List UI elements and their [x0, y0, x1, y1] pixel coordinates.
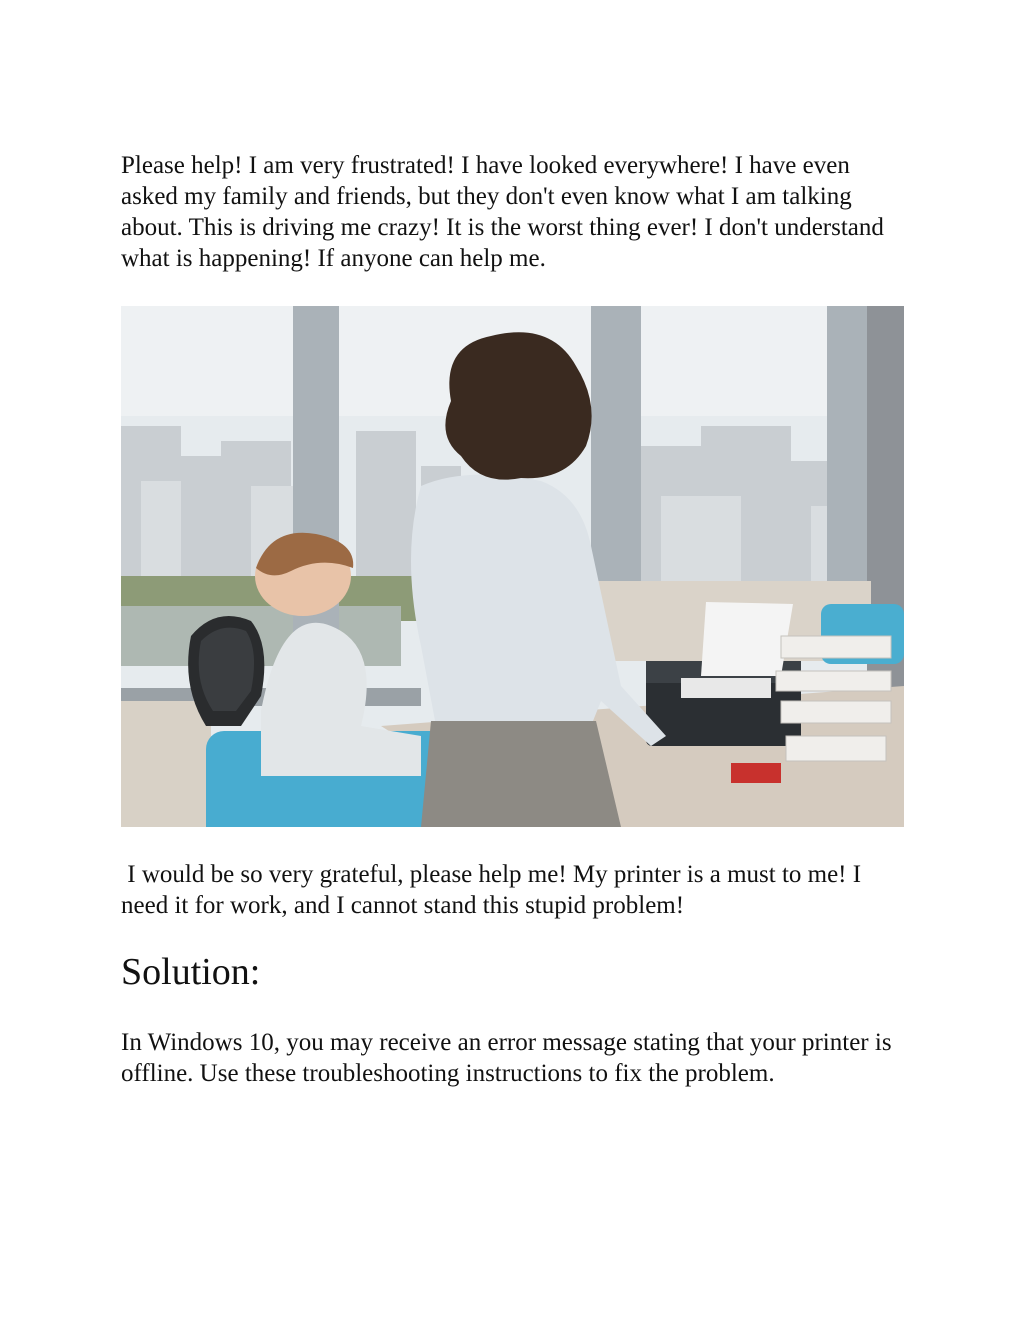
followup-paragraph: I would be so very grateful, please help me! My printer is a must to me! I need it for work, and I cannot stand this stupid problem!	[121, 861, 868, 919]
solution-paragraph: In Windows 10, you may receive an error message stating that your printer is offline. Use these troubleshooting instructions to fix the problem.	[121, 1029, 898, 1087]
solution-heading: Solution:	[121, 951, 261, 993]
intro-paragraph: Please help! I am very frustrated! I have looked everywhere! I have even asked my family and friends, but they don't even know what I am talking about. This is driving me crazy! It is the worst thing ever! I don't understand what is happening! If anyone can help me.	[121, 152, 891, 272]
office-printer-photo	[121, 306, 904, 827]
